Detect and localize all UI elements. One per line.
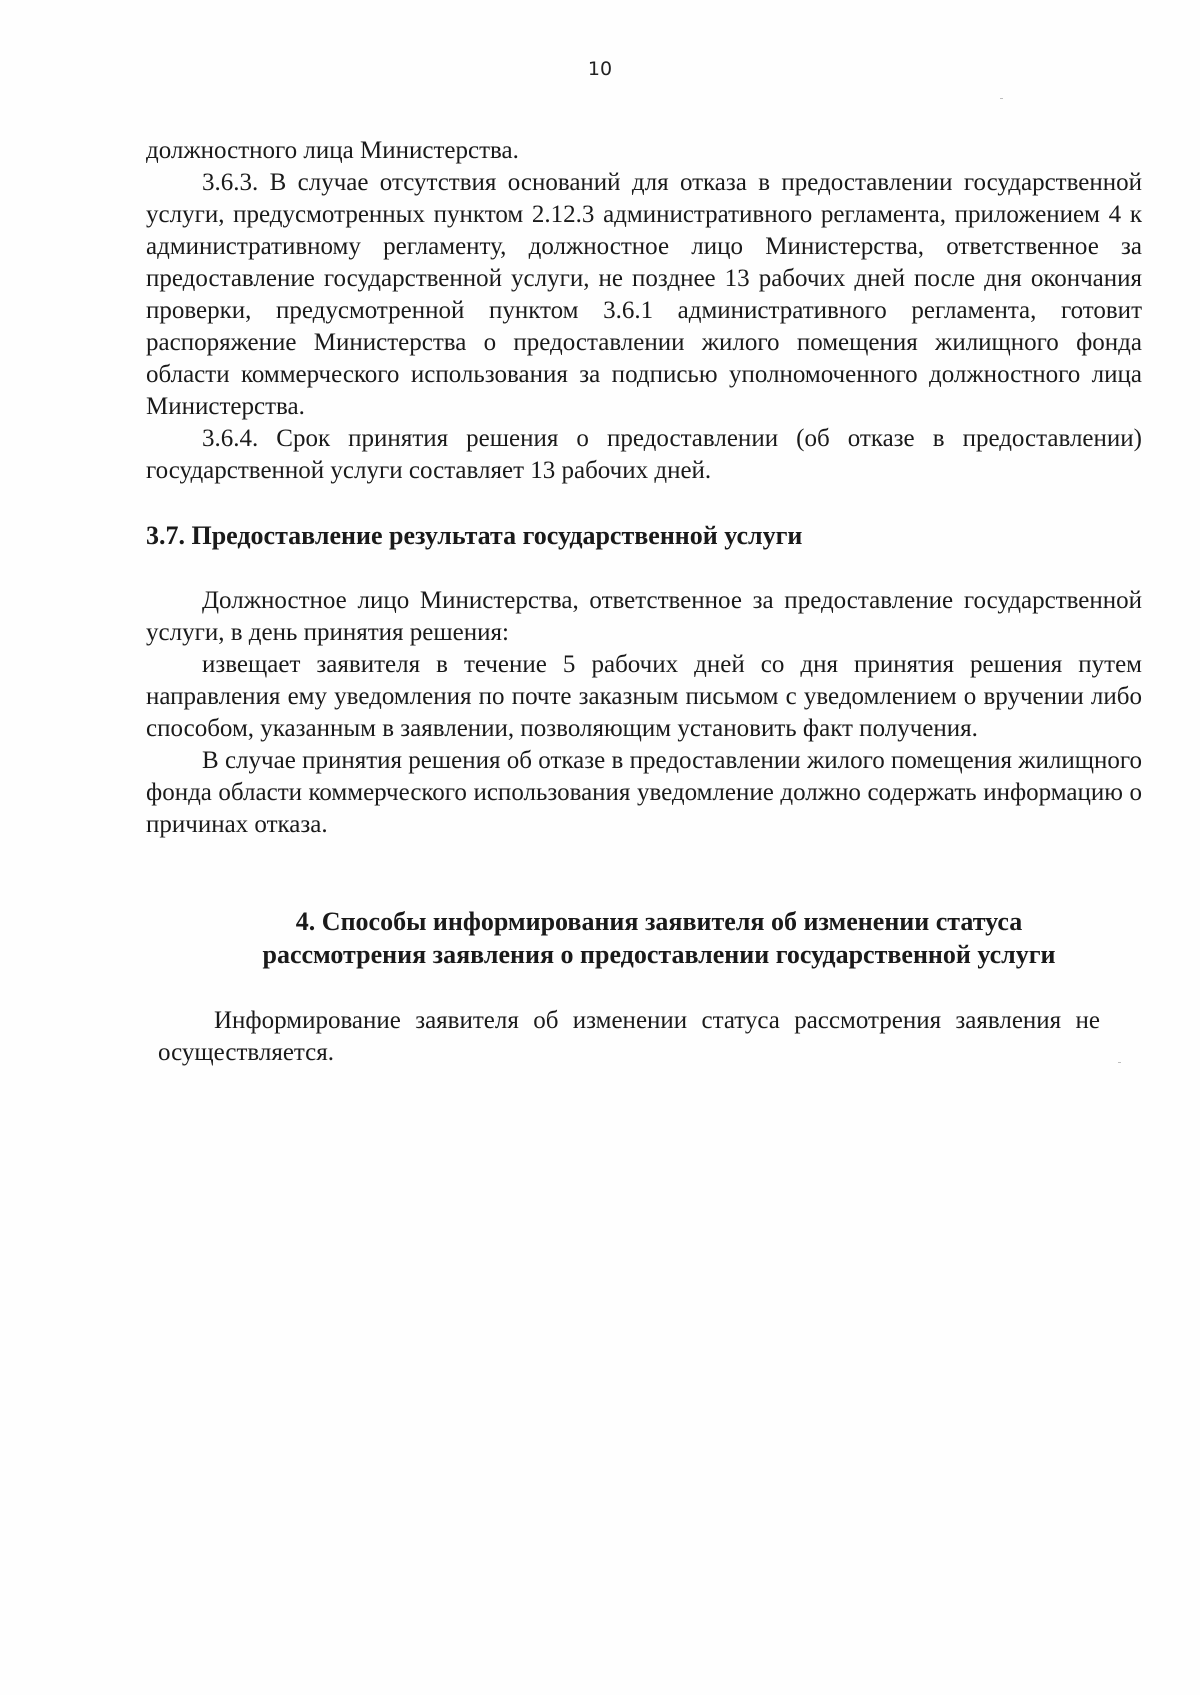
paragraph-continuation: должностного лица Министерства. xyxy=(146,137,519,164)
paragraph-3-7-intro: Должностное лицо Министерства, ответственное за предоставление государственной услуги, в день принятия решения: xyxy=(146,587,1142,646)
paragraph-4-info: Информирование заявителя об изменении статуса рассмотрения заявления не осуществляется. xyxy=(158,1007,1100,1066)
paragraph-3-6-3: 3.6.3. В случае отсутствия оснований для отказа в предоставлении государственной услуги, предусмотренных пунктом 2.12.3 административного регламента, приложением 4 к административному регламенту, должностное лицо Министерства, ответственное за предоставление государственной услуги, не позднее 13 рабочих дней после дня окончания проверки, предусмотренной пунктом 3.6.1 административного регламента, готовит распоряжение Министерства о предоставлении жилого помещения жилищного фонда области коммерческого использования за подписью уполномоченного должностного лица Министерства. xyxy=(146,169,1142,420)
document-body xyxy=(146,135,1142,1069)
section-heading-4 xyxy=(146,905,1142,971)
section-4-body xyxy=(146,1005,1142,1069)
scan-speck xyxy=(1000,98,1003,99)
paragraph-3-7-notify: извещает заявителя в течение 5 рабочих дней со дня принятия решения путем направления ему уведомления по почте заказным письмом с уведомлением о вручении либо способом, указанным в заявлении, позволяющим установить факт получения. xyxy=(146,651,1142,742)
section-heading-4-line2: рассмотрения заявления о предоставлении государственной услуги xyxy=(262,940,1056,969)
section-heading-3-7: 3.7. Предоставление результата государственной услуги xyxy=(146,521,803,550)
paragraph-3-7-refusal: В случае принятия решения об отказе в предоставлении жилого помещения жилищного фонда области коммерческого использования уведомление должно содержать информацию о причинах отказа. xyxy=(146,747,1142,838)
page-number: 10 xyxy=(587,58,613,80)
paragraph-3-6-4: 3.6.4. Срок принятия решения о предоставлении (об отказе в предоставлении) государственной услуги составляет 13 рабочих дней. xyxy=(146,425,1142,484)
section-heading-4-line1: 4. Способы информирования заявителя об изменении статуса xyxy=(295,907,1023,936)
